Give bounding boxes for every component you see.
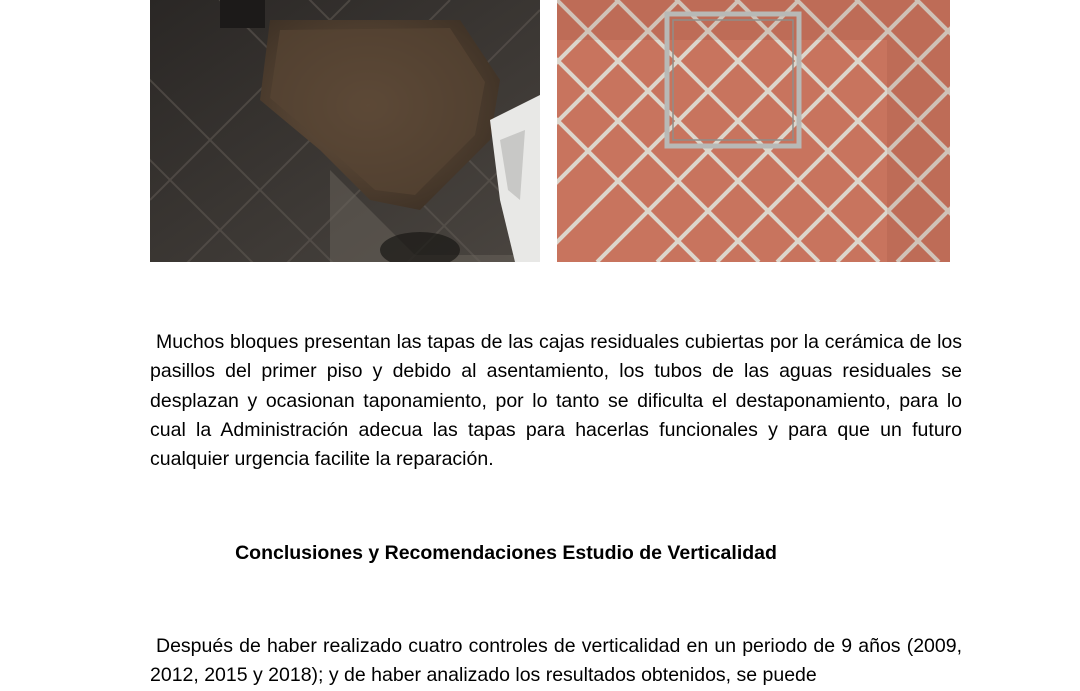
body-paragraph-verticality: Después de haber realizado cuatro controles de verticalidad en un periodo de 9 años (2009, 2012, 2015 y 2018); y de haber analizado los resultados obtenidos, se puede [150, 635, 962, 687]
excavation-photo-image [150, 0, 540, 262]
section-heading: Conclusiones y Recomendaciones Estudio de Verticalidad [235, 542, 777, 564]
tiled-floor-photo [557, 0, 950, 262]
body-paragraph-sewer-covers: Muchos bloques presentan las tapas de las cajas residuales cubiertas por la cerámica de los pasillos del primer piso y debido al asentamiento, los tubos de las aguas residuales se desplazan y ocasionan taponamiento, por lo tanto se dificulta el destaponamiento, para lo cual la Administración adecua las tapas para hacerlas funcionales y para que un futuro cualquier urgencia facilite la reparación. [150, 331, 962, 471]
excavation-photo [150, 0, 540, 262]
tiled-floor-photo-image [557, 0, 950, 262]
